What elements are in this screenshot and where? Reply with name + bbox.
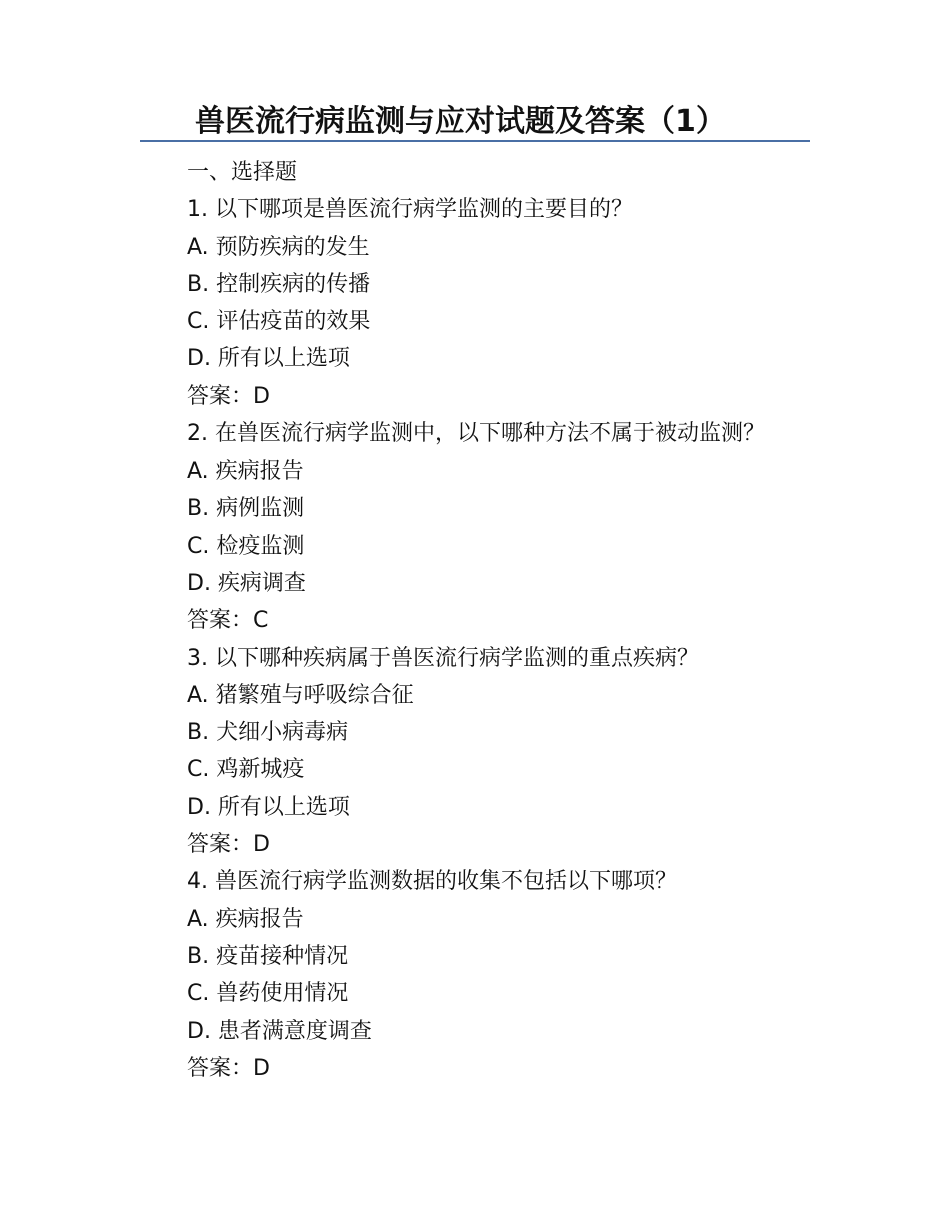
option-d: D. 患者满意度调查 [187,1018,372,1044]
option-b: B. 控制疾病的传播 [187,271,371,297]
option-d: D. 疾病调查 [187,570,306,596]
question-text: 1. 以下哪项是兽医流行病学监测的主要目的？ [187,197,633,223]
answer-text: 答案：C [187,608,269,634]
option-c: C. 评估疫苗的效果 [187,309,371,335]
question-text: 3. 以下哪种疾病属于兽医流行病学监测的重点疾病？ [187,645,699,671]
title-bar [140,104,810,142]
option-d: D. 所有以上选项 [187,346,350,372]
option-a: A. 疾病报告 [187,459,304,485]
answer-text: 答案：D [187,383,270,409]
option-b: B. 疫苗接种情况 [187,943,349,969]
question-text: 2. 在兽医流行病学监测中，以下哪种方法不属于被动监测？ [187,421,765,447]
option-a: A. 疾病报告 [187,906,304,932]
page-title: 兽医流行病监测与应对试题及答案（1） [195,104,726,139]
question-text: 4. 兽医流行病学监测数据的收集不包括以下哪项？ [187,869,677,895]
option-b: B. 犬细小病毒病 [187,720,349,746]
option-d: D. 所有以上选项 [187,794,350,820]
answer-text: 答案：D [187,1055,270,1081]
option-a: A. 猪繁殖与呼吸综合征 [187,682,414,708]
option-c: C. 兽药使用情况 [187,981,349,1007]
section-heading: 一、选择题 [187,160,298,185]
option-b: B. 病例监测 [187,496,305,522]
document-body [140,154,820,1087]
answer-text: 答案：D [187,832,270,858]
option-c: C. 检疫监测 [187,533,305,559]
option-c: C. 鸡新城疫 [187,757,305,783]
option-a: A. 预防疾病的发生 [187,234,370,260]
